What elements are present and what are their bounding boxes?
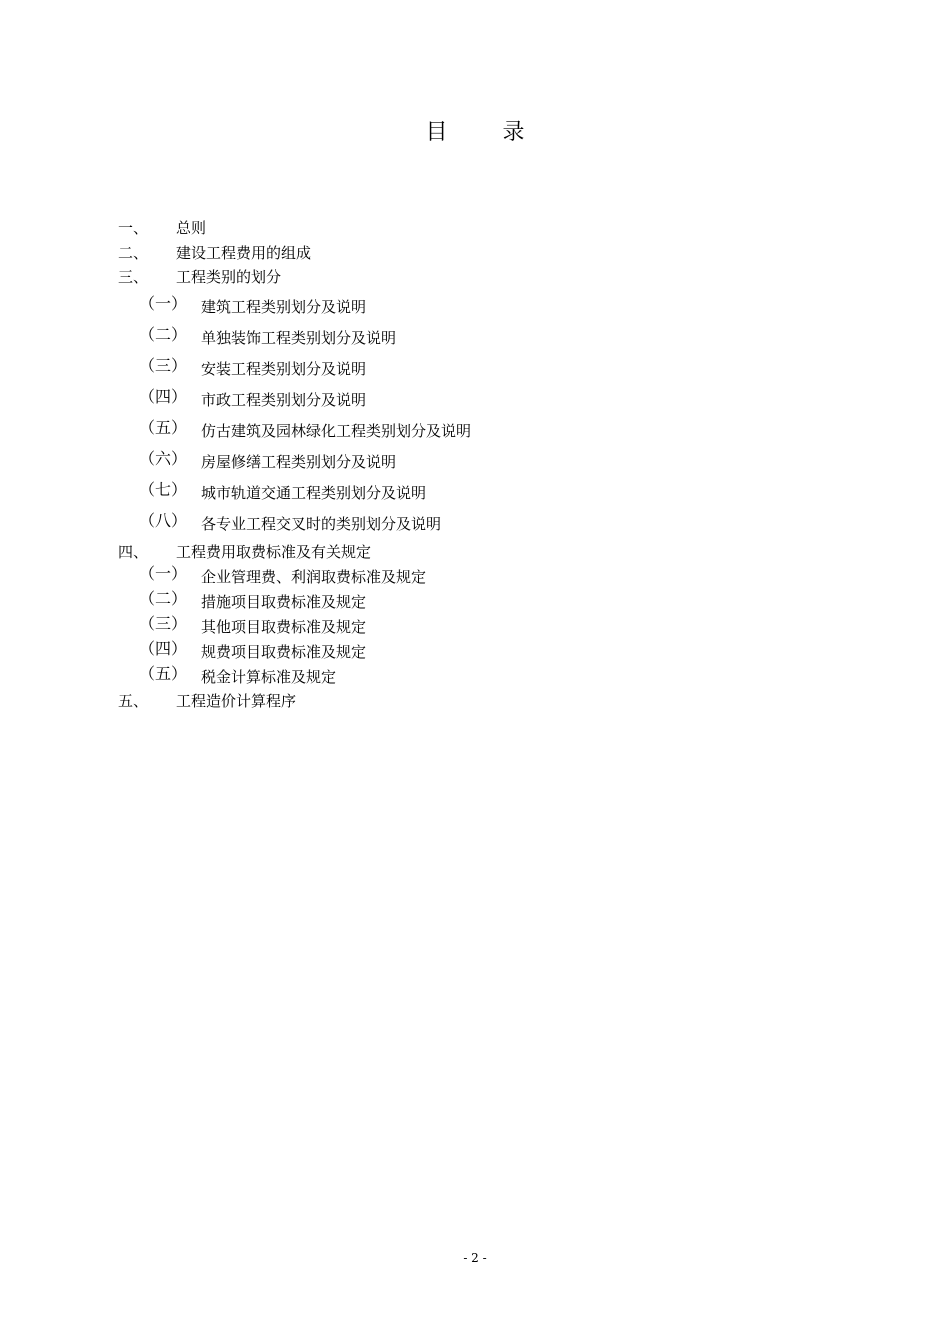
- toc-entry-number: 五、: [118, 692, 149, 710]
- toc-entry-label: 总则: [176, 219, 207, 237]
- toc-entry-number: 三、: [118, 268, 149, 286]
- toc-subentry[interactable]: [0, 326, 950, 350]
- toc-subentry[interactable]: [0, 565, 950, 589]
- toc-subentry-number: （七）: [139, 480, 188, 499]
- toc-subentry-number: （二）: [139, 325, 188, 344]
- toc-subentry-label: 各专业工程交叉时的类别划分及说明: [201, 515, 442, 533]
- toc-entry[interactable]: [0, 241, 950, 265]
- toc-subentry-number: （五）: [139, 664, 188, 683]
- toc-entry-label: 工程费用取费标准及有关规定: [176, 543, 372, 561]
- toc-entry[interactable]: [0, 216, 950, 240]
- toc-subentry[interactable]: [0, 640, 950, 664]
- toc-subentry-label: 税金计算标准及规定: [201, 668, 337, 686]
- toc-subentry-label: 建筑工程类别划分及说明: [201, 298, 367, 316]
- toc-entry[interactable]: [0, 265, 950, 289]
- toc-subentry[interactable]: [0, 419, 950, 443]
- toc-subentry-number: （五）: [139, 418, 188, 437]
- toc-subentry-label: 仿古建筑及园林绿化工程类别划分及说明: [201, 422, 472, 440]
- toc-subentry-number: （四）: [139, 639, 188, 658]
- toc-entry-number: 四、: [118, 543, 149, 561]
- toc-subentry[interactable]: [0, 388, 950, 412]
- toc-entry[interactable]: [0, 689, 950, 713]
- toc-subentry[interactable]: [0, 295, 950, 319]
- toc-subentry[interactable]: [0, 481, 950, 505]
- toc-subentry-number: （三）: [139, 356, 188, 375]
- toc-subentry-number: （二）: [139, 589, 188, 608]
- toc-subentry-number: （一）: [139, 294, 188, 313]
- toc-subentry[interactable]: [0, 450, 950, 474]
- toc-subentry-label: 安装工程类别划分及说明: [201, 360, 367, 378]
- toc-entry-label: 建设工程费用的组成: [176, 244, 312, 262]
- toc-subentry[interactable]: [0, 512, 950, 536]
- toc-subentry[interactable]: [0, 590, 950, 614]
- toc-entry-label: 工程造价计算程序: [176, 692, 297, 710]
- toc-subentry-label: 企业管理费、利润取费标准及规定: [201, 568, 427, 586]
- toc-subentry-label: 城市轨道交通工程类别划分及说明: [201, 484, 427, 502]
- toc-subentry-label: 措施项目取费标准及规定: [201, 593, 367, 611]
- toc-entry-number: 一、: [118, 219, 149, 237]
- toc-subentry-number: （八）: [139, 511, 188, 530]
- toc-entry-label: 工程类别的划分: [176, 268, 282, 286]
- toc-subentry[interactable]: [0, 615, 950, 639]
- toc-subentry-label: 房屋修缮工程类别划分及说明: [201, 453, 397, 471]
- page-title: 目 录: [425, 120, 549, 145]
- toc-subentry-label: 单独装饰工程类别划分及说明: [201, 329, 397, 347]
- toc-subentry-number: （三）: [139, 614, 188, 633]
- toc-subentry-number: （一）: [139, 564, 188, 583]
- toc-subentry[interactable]: [0, 665, 950, 689]
- page-number: - 2 -: [463, 1251, 487, 1265]
- toc-entry-number: 二、: [118, 244, 149, 262]
- toc-subentry-number: （四）: [139, 387, 188, 406]
- toc-subentry-label: 市政工程类别划分及说明: [201, 391, 367, 409]
- toc-subentry-label: 规费项目取费标准及规定: [201, 643, 367, 661]
- toc-subentry-number: （六）: [139, 449, 188, 468]
- toc-subentry-label: 其他项目取费标准及规定: [201, 618, 367, 636]
- toc-entry[interactable]: [0, 540, 950, 564]
- toc-subentry[interactable]: [0, 357, 950, 381]
